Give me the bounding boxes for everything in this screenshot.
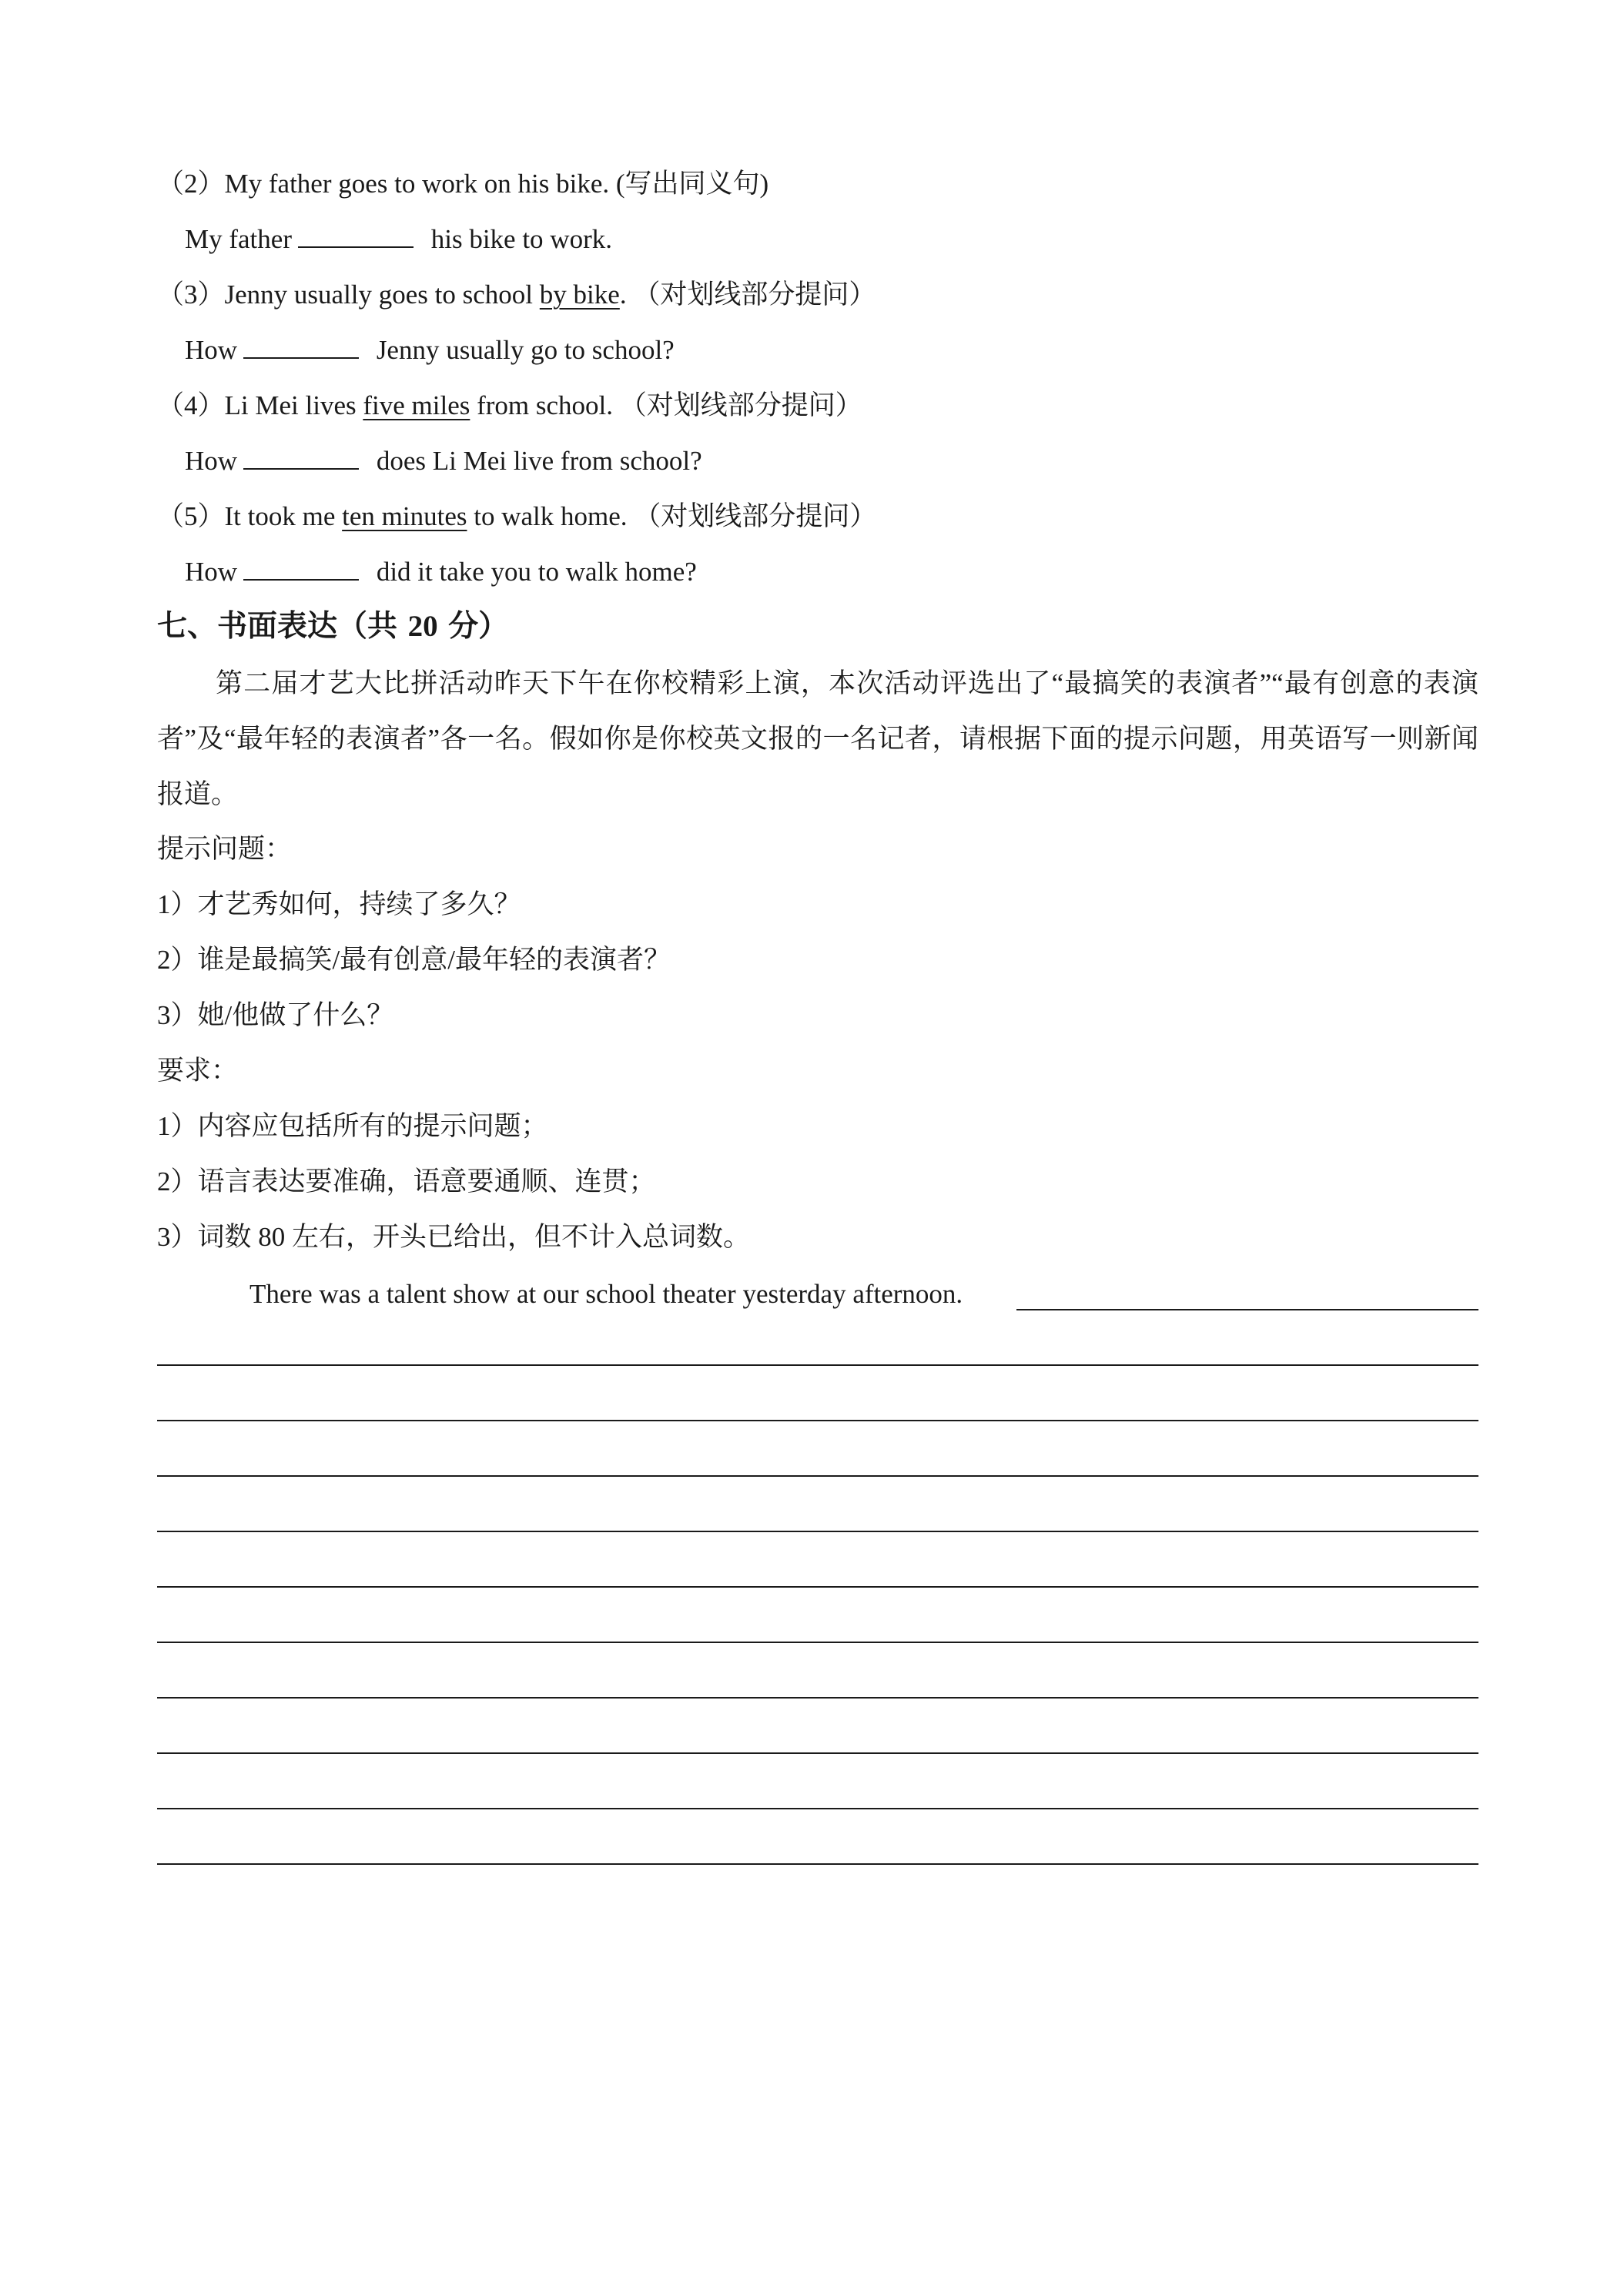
answer-suffix: Jenny usually go to school? [370, 335, 675, 365]
prompts-label: 提示问题： [157, 834, 293, 864]
question-text: Li Mei lives [224, 390, 363, 420]
prompt-item: 3）她/他做了什么？ [157, 1000, 394, 1030]
writing-line[interactable] [157, 1586, 1478, 1588]
question-text: It took me [224, 501, 343, 531]
answer-blank[interactable] [243, 445, 359, 470]
answer-blank[interactable] [298, 223, 414, 248]
question-number: （3） [157, 279, 225, 310]
requirement-item: 3）词数 80 左右，开头已给出，但不计入总词数。 [157, 1222, 751, 1252]
essay-opening: There was a talent show at our school theater yesterday afternoon. [249, 1279, 963, 1309]
answer-suffix: does Li Mei live from school? [370, 446, 702, 476]
question-5 [157, 499, 876, 534]
section-heading [157, 608, 508, 645]
writing-line[interactable] [157, 1420, 1478, 1421]
heading-score: 20 [407, 610, 438, 643]
question-2 [157, 166, 768, 202]
answer-suffix: his bike to work. [424, 224, 612, 254]
writing-line[interactable] [157, 1475, 1478, 1477]
prompt-item: 2）谁是最搞笑/最有创意/最年轻的表演者？ [157, 945, 671, 975]
question-number: （5） [157, 501, 225, 531]
prompt-item: 1）才艺秀如何，持续了多久？ [157, 889, 521, 919]
writing-line[interactable] [157, 1531, 1478, 1532]
writing-line[interactable] [157, 1697, 1478, 1699]
answer-prefix: How [185, 446, 238, 476]
task-description: 第二届才艺大比拼活动昨天下午在你校精彩上演，本次活动评选出了“最搞笑的表演者”“最有创意的表演者”及“最年轻的表演者”各一名。假如你是你校英文报的一名记者，请根据下面的提示问题，用英语写一则新闻报道。 [157, 668, 1478, 809]
writing-line[interactable] [157, 1863, 1478, 1865]
writing-line[interactable] [157, 1808, 1478, 1809]
requirement-item: 1）内容应包括所有的提示问题； [157, 1111, 548, 1141]
writing-line[interactable] [157, 1642, 1478, 1643]
underlined-phrase: five miles [363, 390, 470, 420]
question-number: （2） [157, 169, 225, 199]
answer-line-3 [185, 333, 675, 368]
answer-prefix: How [185, 557, 238, 587]
question-instruction: (写出同义句) [615, 169, 769, 199]
answer-line-5 [185, 554, 697, 590]
underlined-phrase: by bike [539, 279, 620, 310]
writing-line[interactable] [1016, 1309, 1478, 1310]
underlined-phrase: ten minutes [342, 501, 467, 531]
heading-text: 七、书面表达（共 [157, 609, 408, 644]
question-4 [157, 388, 862, 423]
question-instruction: to walk home. （对划线部分提问） [467, 501, 877, 531]
writing-line[interactable] [157, 1752, 1478, 1754]
question-text: My father goes to work on his bike. [224, 169, 616, 199]
question-3 [157, 277, 876, 313]
answer-blank[interactable] [243, 334, 359, 359]
answer-prefix: My father [185, 224, 292, 254]
question-text: Jenny usually goes to school [224, 279, 540, 310]
writing-line[interactable] [157, 1364, 1478, 1366]
answer-line-4 [185, 443, 702, 479]
answer-line-2 [185, 222, 612, 257]
requirement-item: 2）语言表达要准确，语意要通顺、连贯； [157, 1166, 656, 1197]
question-number: （4） [157, 390, 225, 420]
heading-text-end: 分） [437, 609, 509, 644]
question-instruction: from school. （对划线部分提问） [470, 390, 862, 420]
requirements-label: 要求： [157, 1056, 239, 1086]
question-instruction: . （对划线部分提问） [619, 279, 876, 310]
answer-suffix: did it take you to walk home? [370, 557, 697, 587]
answer-blank[interactable] [243, 556, 359, 581]
answer-prefix: How [185, 335, 238, 365]
